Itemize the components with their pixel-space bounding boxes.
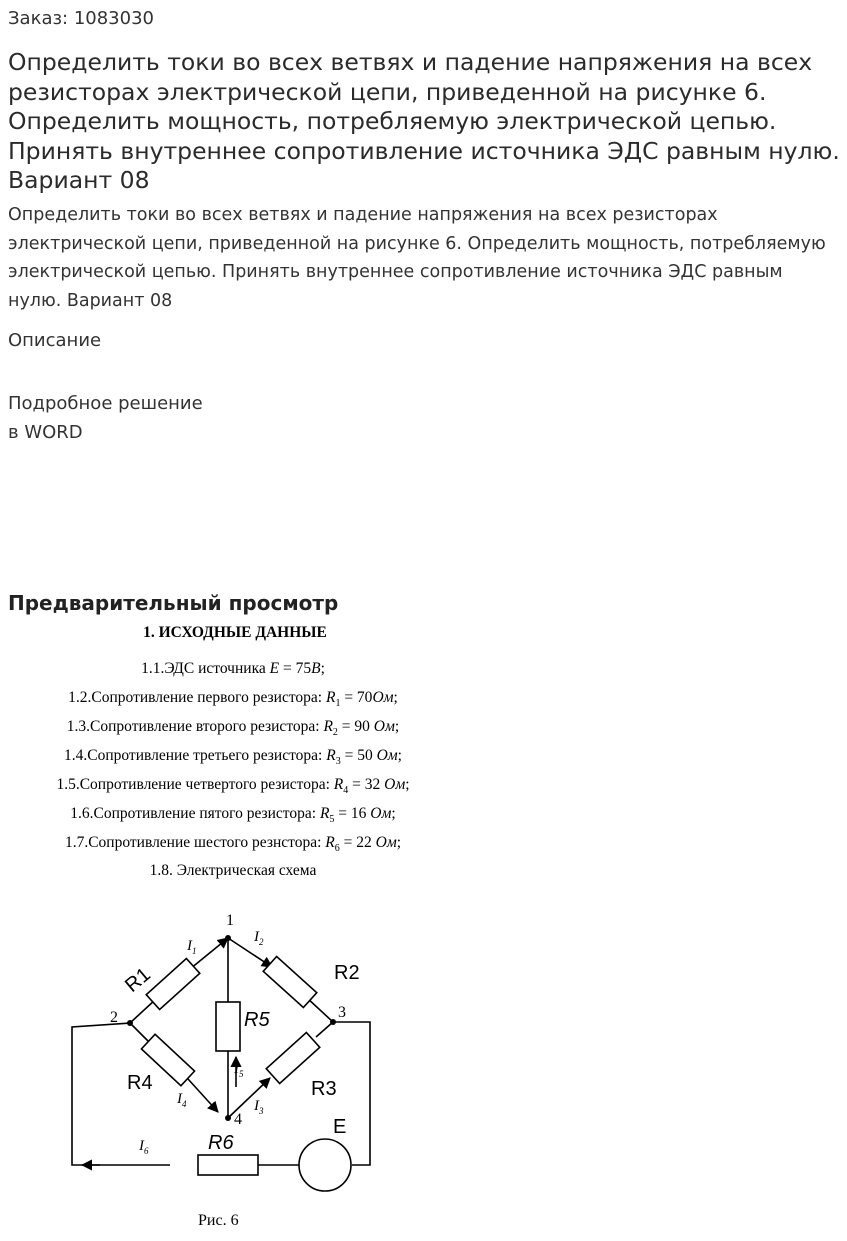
item-subscript: 1 xyxy=(335,698,341,710)
r4-label: R4 xyxy=(127,1072,153,1094)
data-item xyxy=(0,718,466,738)
i4-arrow xyxy=(188,1079,218,1112)
item-value: = 75 xyxy=(279,660,312,677)
item-end: ; xyxy=(320,660,325,677)
data-item xyxy=(0,747,466,767)
item-value: = 16 xyxy=(334,805,371,822)
item-number: 1.7. xyxy=(64,834,89,851)
item-text: Сопротивление третьего резистора: xyxy=(87,747,323,764)
item-end: ; xyxy=(391,805,396,822)
emf-source xyxy=(299,1139,351,1191)
i1-label: $I_1$ xyxy=(187,938,197,956)
r6-label: R6 xyxy=(208,1132,234,1154)
data-item xyxy=(0,689,466,709)
item-symbol: R xyxy=(333,776,344,793)
task-description: Определить токи во всех ветвях и падение напряжения на всех резисторах электрической цепи, приведенной на рисунке 6. Определить мощность, потребляемую электрической цепью. Принять внутреннее сопротивление источника ЭДС равным нулю. Вариант 08 xyxy=(8,205,826,311)
node-4-label: 4 xyxy=(234,1111,242,1128)
description-label: Описание xyxy=(8,330,102,351)
item-unit: Ом xyxy=(373,718,395,735)
circuit-diagram xyxy=(60,905,390,1200)
page-title: Определить токи во всех ветвях и падение напряжения на всех резисторах электрической цепи, приведенной на рисунке 6. Определить мощность, потребляемую электрической цепью. Принять внутреннее сопротивление источника ЭДС равным нулю. Вариант 08 xyxy=(8,48,840,194)
item-unit: В xyxy=(311,660,321,677)
item-text: Сопротивление шестого резнстора: xyxy=(88,834,322,851)
item-value: = 50 xyxy=(340,747,377,764)
item-number: 1.1. xyxy=(141,660,165,677)
node-3-label: 3 xyxy=(338,1004,346,1021)
r1-resistor xyxy=(146,959,200,1010)
item-unit: Ом xyxy=(372,689,394,706)
data-item xyxy=(0,776,466,796)
node-1-label: 1 xyxy=(226,912,234,929)
item-number: 1.3. xyxy=(66,718,91,735)
i2-arrow xyxy=(228,938,272,967)
item-symbol: E xyxy=(269,660,280,677)
node-2-label: 2 xyxy=(110,1009,118,1026)
order-number: Заказ: 1083030 xyxy=(8,8,154,29)
r6-resistor xyxy=(198,1155,258,1175)
item-symbol: R xyxy=(326,747,336,764)
r2-resistor xyxy=(263,957,317,1008)
item-symbol: R xyxy=(325,689,336,706)
preview-heading: Предварительный просмотр xyxy=(8,591,339,615)
item-number: 1.5. xyxy=(56,776,80,793)
r1-label: R1 xyxy=(121,963,155,997)
item-end: ; xyxy=(393,689,398,706)
emf-label: E xyxy=(333,1116,347,1138)
item-value: = 70 xyxy=(340,689,373,706)
item-number: 1.6. xyxy=(70,805,94,822)
item-subscript: 3 xyxy=(335,756,341,768)
i5-label: $I_5$ xyxy=(234,1061,244,1079)
item-subscript: 6 xyxy=(334,843,340,855)
item-number: 1.2. xyxy=(68,689,92,706)
r5-label: R5 xyxy=(244,1009,270,1031)
item-unit: Ом xyxy=(375,834,397,851)
item-subscript: 4 xyxy=(343,785,349,797)
item-symbol: R xyxy=(325,834,335,851)
r2-label: R2 xyxy=(334,962,360,984)
i3-label: $I_3$ xyxy=(254,1098,264,1116)
item-value: = 22 xyxy=(339,834,376,851)
i4-label: $I_4$ xyxy=(177,1091,187,1109)
data-item xyxy=(0,660,466,680)
item-subscript: 5 xyxy=(329,814,335,826)
item-text: ЭДС источника xyxy=(164,660,266,677)
item-number: 1.4. xyxy=(64,747,88,764)
item-text: Сопротивление второго резистора: xyxy=(90,718,320,735)
document-heading: 1. ИСХОДНЫЕ ДАННЫЕ xyxy=(143,624,327,641)
figure-caption: Рис. 6 xyxy=(198,1212,239,1229)
item-unit: Ом xyxy=(376,747,398,764)
item-unit: Ом xyxy=(370,805,392,822)
item-end: ; xyxy=(396,834,402,851)
item-symbol: R xyxy=(323,718,333,735)
item-symbol: R xyxy=(319,805,330,822)
i2-label: $I_2$ xyxy=(254,929,264,947)
data-item xyxy=(0,834,466,854)
solution-note-line1: Подробное решение xyxy=(8,393,203,414)
item-value: = 90 xyxy=(337,718,374,735)
scheme-label: 1.8. Электрическая схема xyxy=(149,862,317,879)
item-value: = 32 xyxy=(348,776,385,793)
solution-note-line2: в WORD xyxy=(8,422,83,443)
r3-label: R3 xyxy=(311,1078,337,1100)
item-end: ; xyxy=(405,776,410,793)
item-subscript: 2 xyxy=(332,727,338,739)
i6-label: $I_6$ xyxy=(139,1138,149,1156)
r3-resistor xyxy=(266,1033,320,1084)
r5-resistor xyxy=(216,1002,240,1051)
item-text: Сопротивление пятого резистора: xyxy=(93,805,317,822)
item-end: ; xyxy=(394,718,400,735)
item-text: Сопротивление первого резистора: xyxy=(91,689,323,706)
item-unit: Ом xyxy=(384,776,406,793)
data-item xyxy=(0,805,466,825)
item-text: Сопротивление четвертого резистора: xyxy=(79,776,330,793)
item-end: ; xyxy=(397,747,402,764)
